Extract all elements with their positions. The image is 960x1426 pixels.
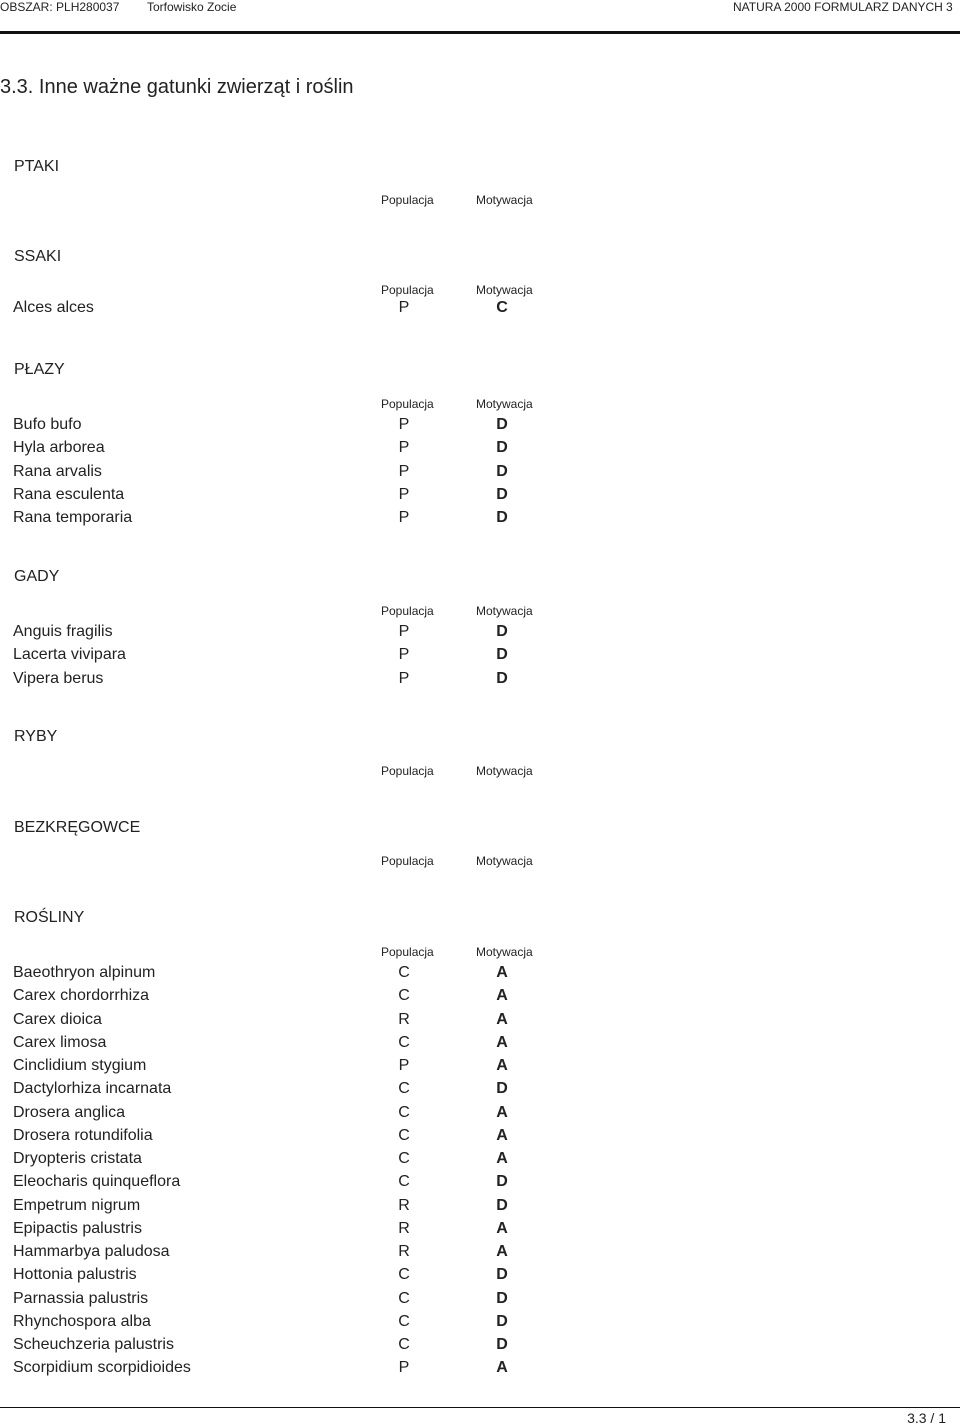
species-row bbox=[0, 299, 960, 322]
species-list bbox=[0, 964, 960, 1383]
column-header-population: Populacja bbox=[381, 604, 434, 618]
species-name: Empetrum nigrum bbox=[13, 1196, 141, 1214]
motivation-value: D bbox=[496, 1080, 508, 1098]
species-name: Scheuchzeria palustris bbox=[13, 1336, 174, 1353]
species-row bbox=[0, 1057, 960, 1080]
species-name: Eleocharis quinqueflora bbox=[13, 1173, 181, 1191]
motivation-value: D bbox=[496, 1173, 508, 1191]
population-value: P bbox=[398, 439, 410, 457]
footer-rule bbox=[0, 1407, 960, 1408]
species-name: Drosera anglica bbox=[13, 1103, 126, 1121]
motivation-value: D bbox=[496, 1312, 508, 1330]
species-row bbox=[0, 1359, 960, 1382]
species-row bbox=[0, 1150, 960, 1173]
population-value: C bbox=[398, 1266, 410, 1284]
column-header-motivation: Motywacja bbox=[476, 604, 533, 618]
population-value: P bbox=[398, 299, 410, 316]
motivation-value: D bbox=[496, 1266, 508, 1284]
species-row bbox=[0, 463, 960, 486]
species-name: Rana esculenta bbox=[13, 485, 125, 503]
motivation-value: A bbox=[496, 1219, 508, 1237]
species-name: Carex dioica bbox=[13, 1010, 102, 1028]
species-name: Hammarbya paludosa bbox=[13, 1243, 170, 1260]
species-name: Bufo bufo bbox=[13, 416, 82, 433]
motivation-value: D bbox=[496, 462, 508, 480]
species-row bbox=[0, 1220, 960, 1243]
column-header-motivation: Motywacja bbox=[476, 945, 533, 959]
motivation-value: D bbox=[496, 1289, 508, 1307]
species-name: Vipera berus bbox=[13, 669, 104, 687]
motivation-value: A bbox=[496, 964, 508, 981]
population-value: C bbox=[398, 1033, 410, 1051]
species-row bbox=[0, 416, 960, 439]
population-value: C bbox=[398, 964, 410, 981]
species-row bbox=[0, 1104, 960, 1127]
column-header-population: Populacja bbox=[381, 764, 434, 778]
species-name: Scorpidium scorpidioides bbox=[13, 1359, 191, 1377]
species-name: Drosera rotundifolia bbox=[13, 1126, 153, 1144]
species-name: Rhynchospora alba bbox=[13, 1312, 151, 1330]
population-value: P bbox=[398, 509, 410, 526]
header-rule bbox=[0, 31, 960, 34]
species-row bbox=[0, 1336, 960, 1359]
population-value: P bbox=[398, 623, 410, 640]
header-site-code: OBSZAR: PLH280037 bbox=[0, 0, 120, 14]
population-value: P bbox=[398, 1057, 410, 1074]
header-site-name: Torfowisko Zocie bbox=[147, 0, 237, 14]
motivation-value: A bbox=[496, 1033, 508, 1051]
species-row bbox=[0, 987, 960, 1010]
population-value: R bbox=[398, 1219, 410, 1237]
species-row bbox=[0, 1011, 960, 1034]
species-row bbox=[0, 1034, 960, 1057]
population-value: P bbox=[398, 416, 410, 433]
group-title: BEZKRĘGOWCE bbox=[14, 819, 141, 836]
column-header-population: Populacja bbox=[381, 945, 434, 959]
group-title: GADY bbox=[14, 568, 60, 585]
population-value: R bbox=[398, 1196, 410, 1214]
column-header-population: Populacja bbox=[381, 283, 434, 297]
column-header-population: Populacja bbox=[381, 854, 434, 868]
population-value: C bbox=[398, 1312, 410, 1330]
group-title: SSAKI bbox=[14, 248, 62, 265]
species-row bbox=[0, 670, 960, 693]
species-name: Cinclidium stygium bbox=[13, 1057, 147, 1074]
species-name: Parnassia palustris bbox=[13, 1289, 149, 1307]
column-header-motivation: Motywacja bbox=[476, 854, 533, 868]
column-header-motivation: Motywacja bbox=[476, 397, 533, 411]
species-name: Carex limosa bbox=[13, 1033, 107, 1051]
species-name: Baeothryon alpinum bbox=[13, 964, 156, 981]
motivation-value: A bbox=[496, 1057, 508, 1074]
population-value: P bbox=[398, 485, 410, 503]
motivation-value: A bbox=[496, 1103, 508, 1121]
motivation-value: D bbox=[496, 623, 508, 640]
species-row bbox=[0, 1173, 960, 1196]
motivation-value: D bbox=[496, 646, 508, 664]
motivation-value: A bbox=[496, 1010, 508, 1028]
species-name: Dactylorhiza incarnata bbox=[13, 1080, 172, 1098]
column-header-motivation: Motywacja bbox=[476, 193, 533, 207]
species-row bbox=[0, 1127, 960, 1150]
species-list bbox=[0, 416, 960, 532]
population-value: C bbox=[398, 1150, 410, 1167]
group-title: RYBY bbox=[14, 728, 58, 745]
footer-page-number: 3.3 / 1 bbox=[907, 1410, 946, 1426]
species-name: Dryopteris cristata bbox=[13, 1150, 142, 1167]
species-row bbox=[0, 1266, 960, 1289]
population-value: C bbox=[398, 987, 410, 1005]
motivation-value: D bbox=[496, 669, 508, 687]
species-row bbox=[0, 623, 960, 646]
motivation-value: D bbox=[496, 1196, 508, 1214]
column-header-population: Populacja bbox=[381, 397, 434, 411]
species-row bbox=[0, 1290, 960, 1313]
species-name: Lacerta vivipara bbox=[13, 646, 126, 664]
population-value: C bbox=[398, 1289, 410, 1307]
population-value: P bbox=[398, 1359, 410, 1377]
species-name: Rana arvalis bbox=[13, 462, 102, 480]
motivation-value: C bbox=[496, 299, 508, 316]
species-name: Rana temporaria bbox=[13, 509, 133, 526]
motivation-value: A bbox=[496, 1126, 508, 1144]
population-value: C bbox=[398, 1103, 410, 1121]
column-header-motivation: Motywacja bbox=[476, 283, 533, 297]
population-value: C bbox=[398, 1080, 410, 1098]
species-row bbox=[0, 439, 960, 462]
motivation-value: D bbox=[496, 1336, 508, 1353]
population-value: P bbox=[398, 669, 410, 687]
species-row bbox=[0, 1197, 960, 1220]
motivation-value: D bbox=[496, 416, 508, 433]
population-value: R bbox=[398, 1243, 410, 1260]
species-name: Carex chordorrhiza bbox=[13, 987, 150, 1005]
species-row bbox=[0, 964, 960, 987]
population-value: C bbox=[398, 1173, 410, 1191]
motivation-value: A bbox=[496, 987, 508, 1005]
motivation-value: D bbox=[496, 439, 508, 457]
motivation-value: A bbox=[496, 1150, 508, 1167]
group-title: PTAKI bbox=[14, 158, 60, 175]
group-title: ROŚLINY bbox=[14, 909, 85, 926]
motivation-value: D bbox=[496, 509, 508, 526]
species-name: Anguis fragilis bbox=[13, 623, 113, 640]
population-value: C bbox=[398, 1126, 410, 1144]
species-list bbox=[0, 299, 960, 322]
species-row bbox=[0, 486, 960, 509]
population-value: P bbox=[398, 462, 410, 480]
species-name: Epipactis palustris bbox=[13, 1219, 142, 1237]
species-row bbox=[0, 1313, 960, 1336]
header-page-number: 3 bbox=[946, 0, 953, 14]
group-title: PŁAZY bbox=[14, 361, 65, 378]
population-value: P bbox=[398, 646, 410, 664]
page-title: 3.3. Inne ważne gatunki zwierząt i roślin bbox=[0, 76, 354, 98]
species-row bbox=[0, 1080, 960, 1103]
species-list bbox=[0, 623, 960, 693]
column-header-population: Populacja bbox=[381, 193, 434, 207]
population-value: R bbox=[398, 1010, 410, 1028]
species-name: Hottonia palustris bbox=[13, 1266, 137, 1284]
species-name: Alces alces bbox=[13, 299, 94, 316]
species-row bbox=[0, 1243, 960, 1266]
motivation-value: A bbox=[496, 1243, 508, 1260]
population-value: C bbox=[398, 1336, 410, 1353]
species-row bbox=[0, 646, 960, 669]
motivation-value: A bbox=[496, 1359, 508, 1377]
header-form-title: NATURA 2000 FORMULARZ DANYCH bbox=[733, 0, 943, 14]
motivation-value: D bbox=[496, 485, 508, 503]
species-name: Hyla arborea bbox=[13, 439, 105, 457]
page-header bbox=[0, 0, 960, 14]
species-row bbox=[0, 509, 960, 532]
column-header-motivation: Motywacja bbox=[476, 764, 533, 778]
